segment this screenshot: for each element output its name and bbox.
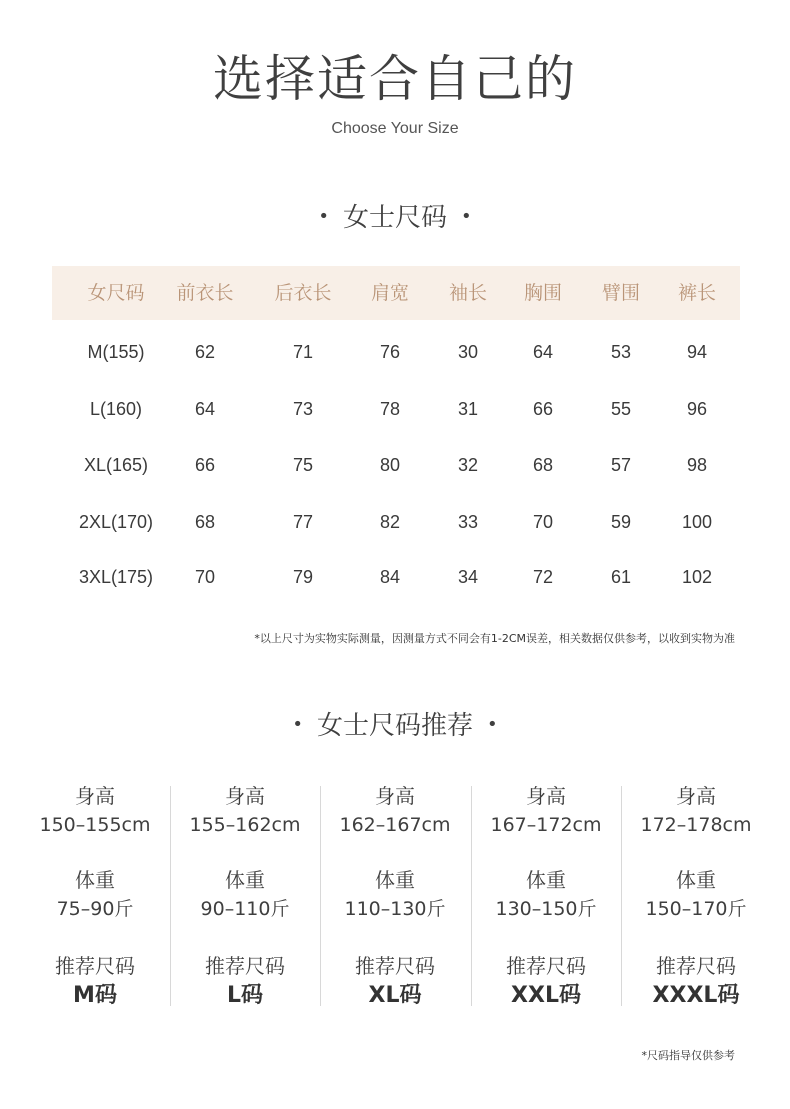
measurement-cell: 32: [457, 455, 479, 475]
measurement-cell: 68: [532, 455, 554, 475]
measurement-cell: 66: [194, 455, 216, 475]
recommended-size-value: L码: [226, 983, 264, 1008]
measurement-cell: 72: [532, 567, 554, 587]
measurement-cell: 73: [292, 399, 314, 419]
measurement-cell: 53: [610, 342, 632, 362]
weight-value: 130–150斤: [495, 898, 597, 920]
size-cell: 2XL(170): [78, 512, 154, 532]
height-label: 身高: [375, 784, 415, 808]
measurement-cell: 71: [292, 342, 314, 362]
measurement-cell: 66: [532, 399, 554, 419]
recommended-size-label: 推荐尺码: [506, 954, 586, 978]
recommendation-column: [320, 784, 470, 1006]
height-value: 172–178cm: [640, 814, 752, 836]
measurement-cell: 62: [194, 342, 216, 362]
weight-value: 110–130斤: [344, 898, 446, 920]
weight-value: 90–110斤: [200, 898, 290, 920]
height-label: 身高: [676, 784, 716, 808]
recommended-size-value: XXXL码: [652, 983, 740, 1008]
weight-label: 体重: [225, 868, 265, 892]
column-header: 胸围: [523, 282, 563, 304]
size-cell: L(160): [89, 399, 143, 419]
recommendation-column: [20, 784, 170, 1006]
measurement-cell: 59: [610, 512, 632, 532]
recommendation-column: [621, 784, 771, 1006]
recommendation-column: [471, 784, 621, 1006]
measurement-cell: 55: [610, 399, 632, 419]
height-label: 身高: [225, 784, 265, 808]
recommended-size-value: M码: [73, 983, 117, 1008]
measurement-cell: 79: [292, 567, 314, 587]
bullet-dot-icon: •: [318, 206, 329, 227]
measurement-cell: 76: [379, 342, 401, 362]
measurement-cell: 64: [532, 342, 554, 362]
column-header: 臂围: [601, 282, 641, 304]
measurement-cell: 98: [686, 455, 708, 475]
weight-label: 体重: [676, 868, 716, 892]
column-header: 女尺码: [87, 282, 145, 304]
measurement-cell: 70: [194, 567, 216, 587]
measurement-cell: 96: [686, 399, 708, 419]
bullet-dot-icon: •: [292, 714, 303, 735]
size-chart-title: 女士尺码: [342, 203, 447, 233]
measurement-cell: 33: [457, 512, 479, 532]
measurement-cell: 30: [457, 342, 479, 362]
recommendation-title: 女士尺码推荐: [316, 711, 473, 741]
column-header: 袖长: [448, 282, 488, 304]
measurement-cell: 94: [686, 342, 708, 362]
height-value: 155–162cm: [189, 814, 301, 836]
recommendation-note: *尺码指导仅供参考: [641, 1049, 735, 1062]
column-header: 前衣长: [176, 282, 234, 304]
recommended-size-label: 推荐尺码: [355, 954, 435, 978]
size-chart-heading: [0, 200, 790, 235]
size-table-header: [52, 266, 740, 320]
weight-value: 150–170斤: [645, 898, 747, 920]
recommended-size-label: 推荐尺码: [55, 954, 135, 978]
measurement-cell: 77: [292, 512, 314, 532]
measurement-cell: 70: [532, 512, 554, 532]
recommendation-column: [170, 784, 320, 1006]
height-value: 150–155cm: [39, 814, 151, 836]
measurement-cell: 61: [610, 567, 632, 587]
measurement-cell: 31: [457, 399, 479, 419]
measurement-cell: 102: [681, 567, 713, 587]
measurement-cell: 78: [379, 399, 401, 419]
measurement-cell: 34: [457, 567, 479, 587]
bullet-dot-icon: •: [461, 206, 472, 227]
recommended-size-value: XXL码: [511, 983, 581, 1008]
measurement-cell: 68: [194, 512, 216, 532]
height-label: 身高: [75, 784, 115, 808]
column-header: 裤长: [677, 282, 717, 304]
column-header: 肩宽: [370, 282, 410, 304]
recommendation-heading: [0, 708, 790, 743]
measurement-cell: 80: [379, 455, 401, 475]
size-chart-note: *以上尺寸为实物实际测量，因测量方式不同会有1-2CM误差，相关数据仅供参考，以收到实物为准: [254, 632, 735, 645]
column-header: 后衣长: [274, 282, 332, 304]
measurement-cell: 64: [194, 399, 216, 419]
measurement-cell: 84: [379, 567, 401, 587]
measurement-cell: 100: [681, 512, 713, 532]
height-label: 身高: [526, 784, 566, 808]
recommended-size-label: 推荐尺码: [205, 954, 285, 978]
weight-label: 体重: [375, 868, 415, 892]
recommended-size-value: XL码: [368, 983, 422, 1008]
weight-label: 体重: [526, 868, 566, 892]
size-cell: M(155): [87, 342, 145, 362]
recommended-size-label: 推荐尺码: [656, 954, 736, 978]
size-cell: XL(165): [83, 455, 149, 475]
bullet-dot-icon: •: [487, 714, 498, 735]
page-title: 选择适合自己的: [213, 50, 577, 108]
weight-label: 体重: [75, 868, 115, 892]
measurement-cell: 57: [610, 455, 632, 475]
weight-value: 75–90斤: [56, 898, 134, 920]
measurement-cell: 82: [379, 512, 401, 532]
measurement-cell: 75: [292, 455, 314, 475]
size-cell: 3XL(175): [78, 567, 154, 587]
height-value: 167–172cm: [490, 814, 602, 836]
page-subtitle: Choose Your Size: [331, 120, 459, 137]
height-value: 162–167cm: [339, 814, 451, 836]
